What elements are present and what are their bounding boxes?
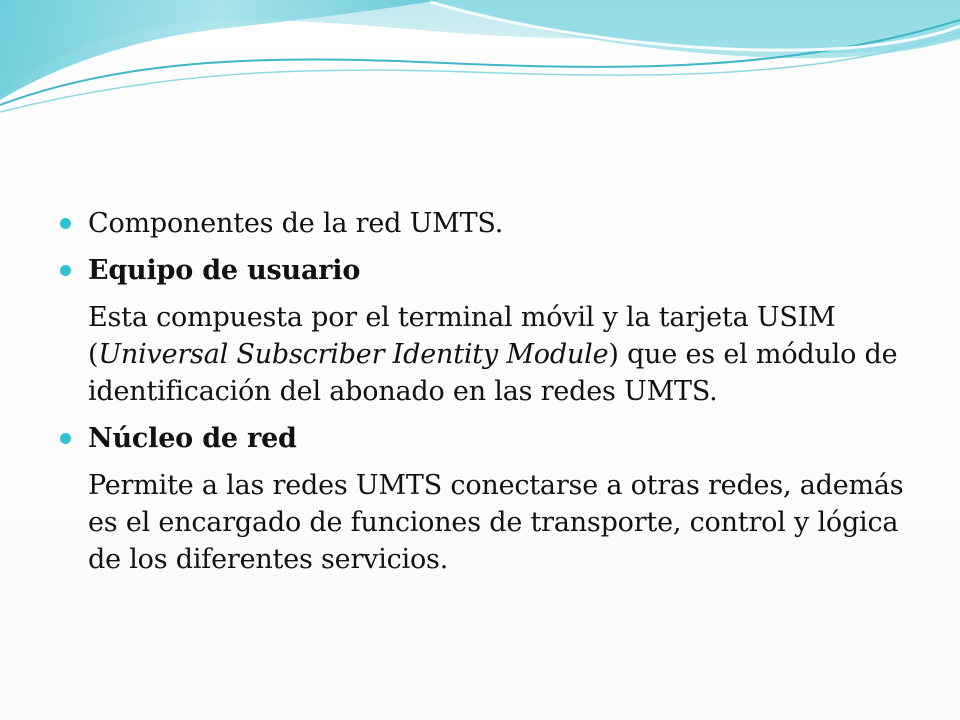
paragraph-text-start: Esta compuesta por el terminal móvil y la tarjeta USIM ( (88, 302, 836, 370)
bullet-dot-icon (60, 265, 71, 276)
paragraph-text-end: ) que es el módulo de identificación del abonado en las redes UMTS. (88, 339, 898, 407)
paragraph-text: Permite a las redes UMTS conectarse a otras redes, además es el encargado de funciones de transporte, control y lógica de los diferentes servicios. (88, 470, 904, 575)
paragraph-equipo-de-usuario (60, 299, 920, 410)
bullet-item-nucleo-de-red (60, 420, 920, 457)
bullet-dot-icon (60, 433, 71, 444)
header-wave-decoration (0, 0, 960, 130)
bullet-item-equipo-de-usuario (60, 252, 920, 289)
bullet-text: Núcleo de red (88, 423, 297, 454)
paragraph-nucleo-de-red (60, 467, 920, 578)
bullet-text: Equipo de usuario (88, 255, 361, 286)
slide-body (60, 205, 920, 588)
bullet-text: Componentes de la red UMTS. (88, 208, 504, 239)
bullet-item-componentes (60, 205, 920, 242)
paragraph-text-italic: Universal Subscriber Identity Module (98, 339, 609, 370)
bullet-dot-icon (60, 218, 71, 229)
